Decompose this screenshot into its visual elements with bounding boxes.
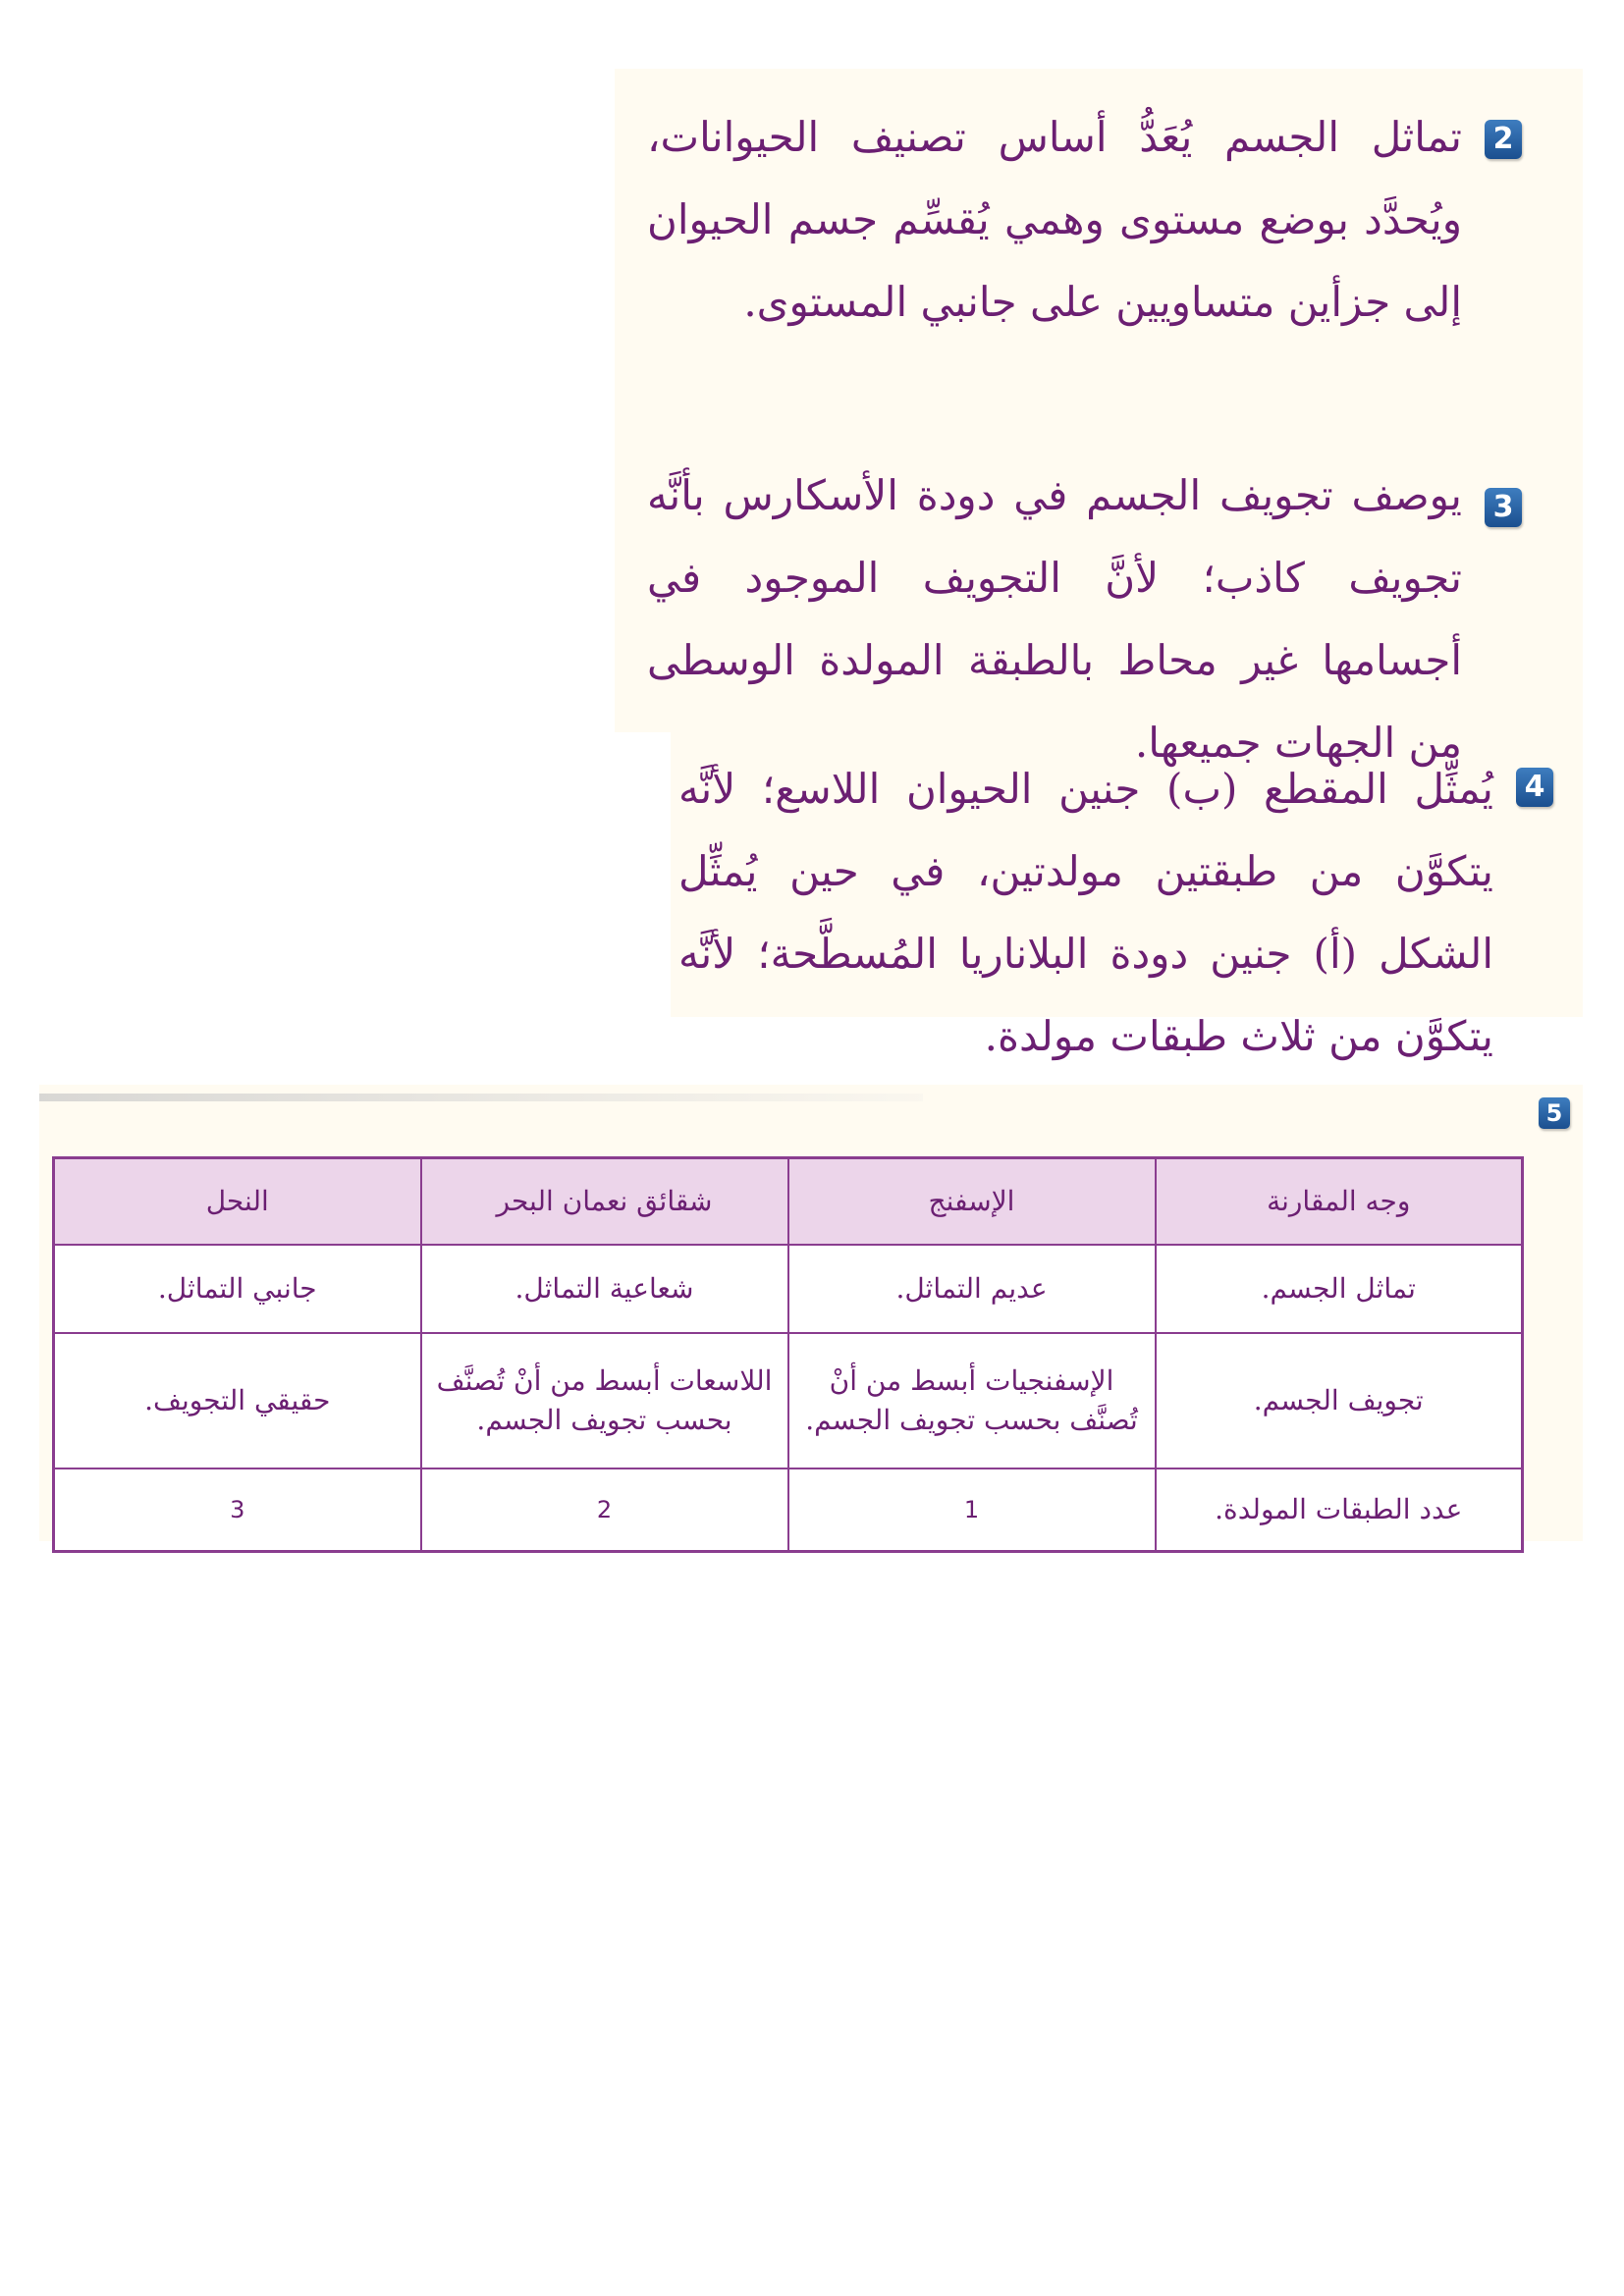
table-cell: تماثل الجسم. bbox=[1156, 1245, 1523, 1333]
table-cell: 1 bbox=[788, 1468, 1156, 1552]
table-cell: تجويف الجسم. bbox=[1156, 1333, 1523, 1468]
table-cell: اللاسعات أبسط من أنْ تُصنَّف بحسب تجويف الجسم. bbox=[421, 1333, 788, 1468]
table-header-cell: النحل bbox=[54, 1158, 421, 1246]
answer-text-3: يوصف تجويف الجسم في دودة الأسكارس بأنَّه تجويف كاذب؛ لأنَّ التجويف الموجود في أجسامها غير محاط بالطبقة المولدة الوسطى من الجهات جميعها. bbox=[647, 471, 1462, 767]
table-cell: عدد الطبقات المولدة. bbox=[1156, 1468, 1523, 1552]
table-cell: 3 bbox=[54, 1468, 421, 1552]
divider-shadow bbox=[39, 1094, 923, 1101]
table-row bbox=[54, 1245, 1523, 1333]
question-number-badge: 3 bbox=[1485, 488, 1522, 527]
table-cell: 2 bbox=[421, 1468, 788, 1552]
table-cell: شعاعية التماثل. bbox=[421, 1245, 788, 1333]
question-number-badge: 2 bbox=[1485, 120, 1522, 159]
comparison-table bbox=[52, 1156, 1524, 1553]
answer-text-4: يُمثِّل المقطع (ب) جنين الحيوان اللاسع؛ لأنَّه يتكوَّن من طبقتين مولدتين، في حين يُمثِّل الشكل (أ) جنين دودة البلاناريا المُسطَّحة؛ لأنَّه يتكوَّن من ثلاث طبقات مولدة. bbox=[678, 765, 1493, 1060]
question-number-badge: 5 bbox=[1539, 1097, 1570, 1129]
table-row bbox=[54, 1468, 1523, 1552]
table-header-row bbox=[54, 1158, 1523, 1246]
table-cell: عديم التماثل. bbox=[788, 1245, 1156, 1333]
table-cell: الإسفنجيات أبسط من أنْ تُصنَّف بحسب تجويف الجسم. bbox=[788, 1333, 1156, 1468]
question-number-badge: 4 bbox=[1516, 768, 1553, 807]
table-cell: جانبي التماثل. bbox=[54, 1245, 421, 1333]
table-header-cell: وجه المقارنة bbox=[1156, 1158, 1523, 1246]
table-cell: حقيقي التجويف. bbox=[54, 1333, 421, 1468]
table-header-cell: شقائق نعمان البحر bbox=[421, 1158, 788, 1246]
table-row bbox=[54, 1333, 1523, 1468]
table-header-cell: الإسفنج bbox=[788, 1158, 1156, 1246]
answer-text-2: تماثل الجسم يُعَدُّ أساس تصنيف الحيوانات، ويُحدَّد بوضع مستوى وهمي يُقسِّم جسم الحيوان إلى جزأين متساويين على جانبي المستوى. bbox=[647, 113, 1462, 326]
